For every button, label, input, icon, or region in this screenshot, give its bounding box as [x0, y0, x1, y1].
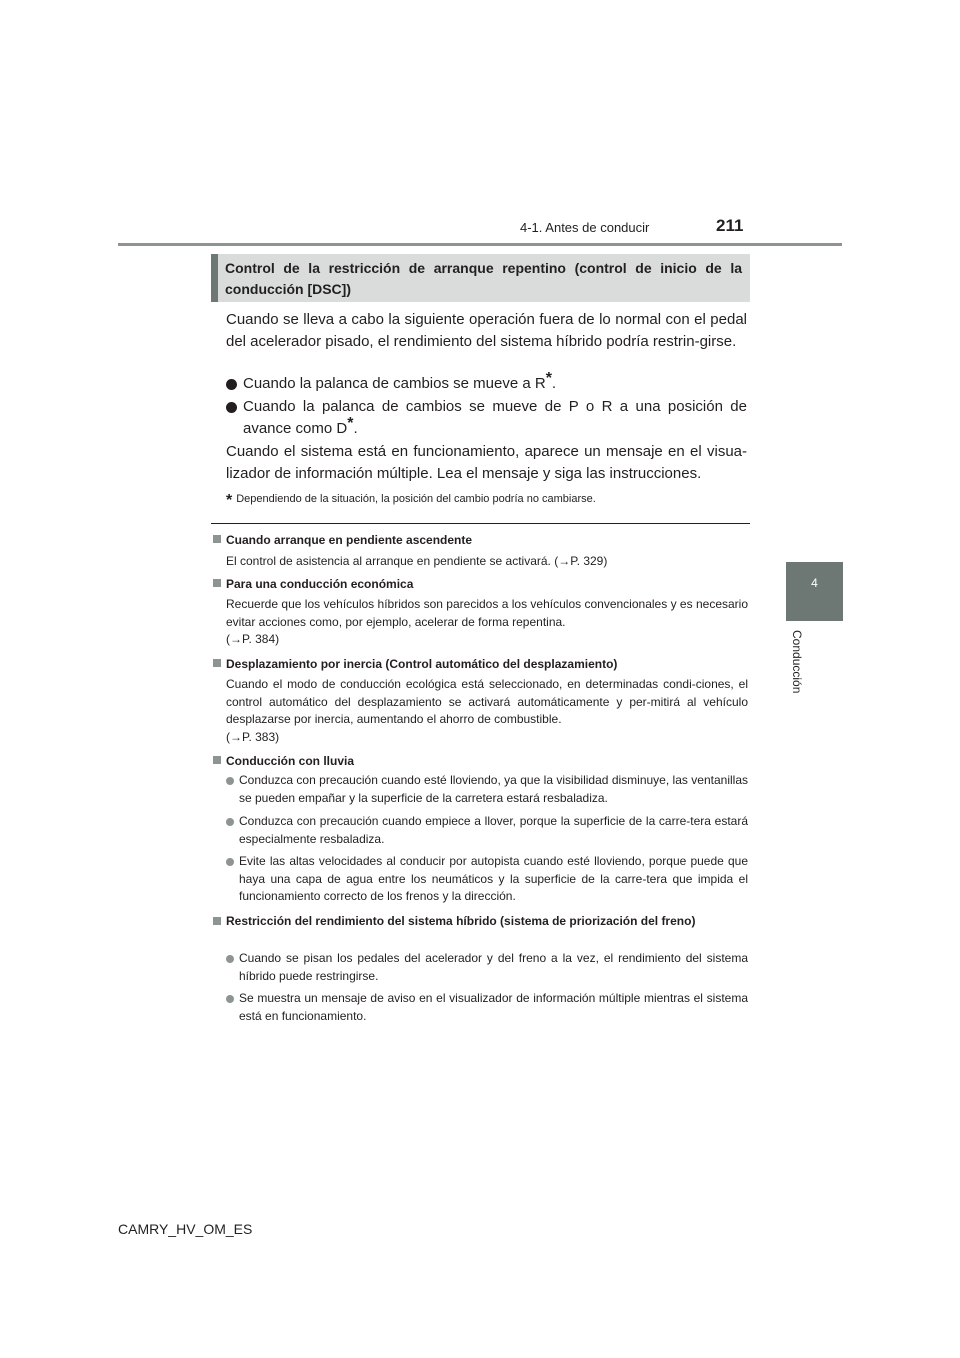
square-bullet-icon — [213, 535, 221, 543]
note-heading: Desplazamiento por inercia (Control automático del desplazamiento) — [213, 655, 749, 673]
note-body-text: Cuando el modo de conducción ecológica está seleccionado, en determinadas condi-ciones, el control automático del desplazamiento se activará automáticamente y per-mitirá al vehículo desplazarse por inercia, aumentando el ahorro de combustible. — [226, 677, 748, 726]
header-divider — [118, 243, 842, 246]
page-reference: (→P. 383) — [226, 729, 280, 744]
square-bullet-icon — [213, 579, 221, 587]
page-number: 211 — [716, 216, 744, 235]
square-bullet-icon — [213, 756, 221, 764]
topic-accent-bar — [211, 254, 218, 302]
note-body — [226, 596, 748, 649]
document-code: CAMRY_HV_OM_ES — [118, 1221, 253, 1237]
bullet-dot-icon — [226, 777, 234, 785]
bullet-text: Cuando la palanca de cambios se mueve de P o R a una posición de avance como D*. — [243, 398, 747, 437]
bullet-dot-icon — [226, 995, 234, 1003]
chapter-tab — [786, 562, 843, 621]
chapter-label-text: Conducción — [790, 630, 804, 694]
footnote-marker: * — [226, 492, 233, 509]
note-heading: Conducción con lluvia — [213, 752, 749, 770]
square-bullet-icon — [213, 917, 221, 925]
footnote-text: Dependiendo de la situación, la posición del cambio podría no cambiarse. — [236, 493, 596, 505]
bullet-dot-icon — [226, 955, 234, 963]
bullet-dot-icon — [226, 818, 234, 826]
bullet-text: Cuando la palanca de cambios se mueve a R*. — [243, 370, 557, 392]
note-heading: Cuando arranque en pendiente ascendente — [213, 531, 749, 549]
bullet-dot-icon — [226, 402, 237, 413]
intro-paragraph: Cuando se lleva a cabo la siguiente operación fuera de lo normal con el pedal del acelerador pisado, el rendimiento del sistema híbrido podría restrin-girse. — [226, 311, 747, 350]
note-heading: Restricción del rendimiento del sistema híbrido (sistema de priorización del freno) — [213, 912, 749, 948]
note-body: El control de asistencia al arranque en pendiente se activará. (→P. 329) — [226, 554, 608, 568]
note-body-text: Recuerde que los vehículos híbridos son parecidos a los vehículos convencionales y es necesario evitar acciones como, por ejemplo, acelerar de forma repentina. — [226, 597, 748, 629]
topic-heading-box — [211, 254, 750, 302]
page-reference: (→P. 384) — [226, 632, 280, 646]
note-body — [226, 676, 748, 746]
note-heading: Para una conducción económica — [213, 575, 749, 593]
topic-title: Control de la restricción de arranque repentino (control de inicio de la conducción [DSC]) — [225, 260, 742, 297]
notes-divider — [211, 523, 750, 524]
status-paragraph: Cuando el sistema está en funcionamiento, aparece un mensaje en el visua-lizador de información múltiple. Lea el mensaje y siga las instrucciones. — [226, 443, 747, 482]
footnote — [226, 490, 747, 507]
bullet-dot-icon — [226, 379, 237, 390]
square-bullet-icon — [213, 659, 221, 667]
chapter-label — [790, 630, 810, 720]
chapter-number: 4 — [811, 576, 818, 590]
bullet-dot-icon — [226, 858, 234, 866]
section-title: 4-1. Antes de conducir — [520, 220, 650, 235]
